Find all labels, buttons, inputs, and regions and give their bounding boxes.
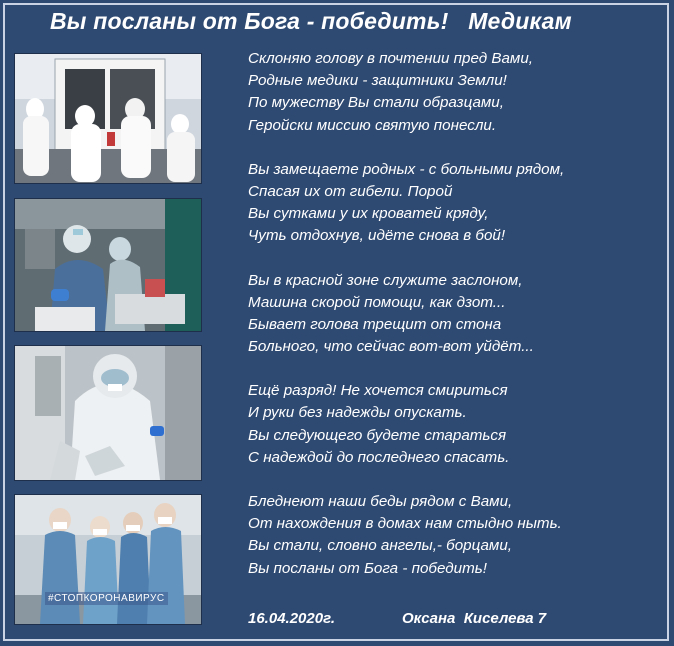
poem-line: Геройски миссию святую понесли. xyxy=(248,116,497,134)
poem-line: Вы сутками у их кроватей кряду, xyxy=(248,205,489,223)
stanza-2 xyxy=(248,159,564,248)
medical-team-photo xyxy=(14,494,202,625)
poem-line: Бледнеют наши беды рядом с Вами, xyxy=(248,493,513,510)
stanza-1 xyxy=(248,48,564,137)
poem-line: Вы стали, словно ангелы,- борцами, xyxy=(248,537,513,555)
poem-line: Вы следующего будете стараться xyxy=(248,426,507,444)
icu-doctor-photo xyxy=(14,198,202,332)
poem-line: Больного, что сейчас вот-вот уйдёт... xyxy=(248,338,534,356)
poem-line: Вы замещаете родных - с больными рядом, xyxy=(248,160,565,178)
poem-author: Оксана Киселева 7 xyxy=(402,610,547,627)
poem-line: И руки без надежды опускать. xyxy=(248,404,467,422)
stanza-3 xyxy=(248,270,564,359)
poem-line: Ещё разряд! Не хочется смириться xyxy=(248,382,508,400)
poem-line: С надеждой до последнего спасать. xyxy=(248,448,510,466)
protective-suit-medic-photo xyxy=(14,345,202,481)
poem-line: Бывает голова трещит от стона xyxy=(248,315,502,333)
page-title: Вы посланы от Бога - победить! Медикам xyxy=(50,8,572,34)
stanza-5 xyxy=(248,491,564,580)
hashtag-label: #СТОПКОРОНАВИРУС xyxy=(45,592,168,605)
poem-text xyxy=(248,48,564,602)
poem-line: Спасая их от гибели. Порой xyxy=(248,182,453,200)
poem-line: Вы в красной зоне служите заслоном, xyxy=(248,271,523,289)
poem-line: Родные медики - защитники Земли! xyxy=(248,72,507,90)
poem-line: От нахождения в домах нам стыдно ныть. xyxy=(248,515,562,533)
poem-line: Чуть отдохнув, идёте снова в бой! xyxy=(248,227,506,245)
poem-line: По мужеству Вы стали образцами, xyxy=(248,94,504,112)
poem-date: 16.04.2020г. xyxy=(248,610,336,627)
poem-line: Машина скорой помощи, как дзот... xyxy=(248,293,506,311)
poem-line: Вы посланы от Бога - победить! xyxy=(248,559,487,577)
poem-line: Склоняю голову в почтении пред Вами, xyxy=(248,50,533,67)
stanza-4 xyxy=(248,380,564,469)
ambulance-medics-photo xyxy=(14,53,202,184)
